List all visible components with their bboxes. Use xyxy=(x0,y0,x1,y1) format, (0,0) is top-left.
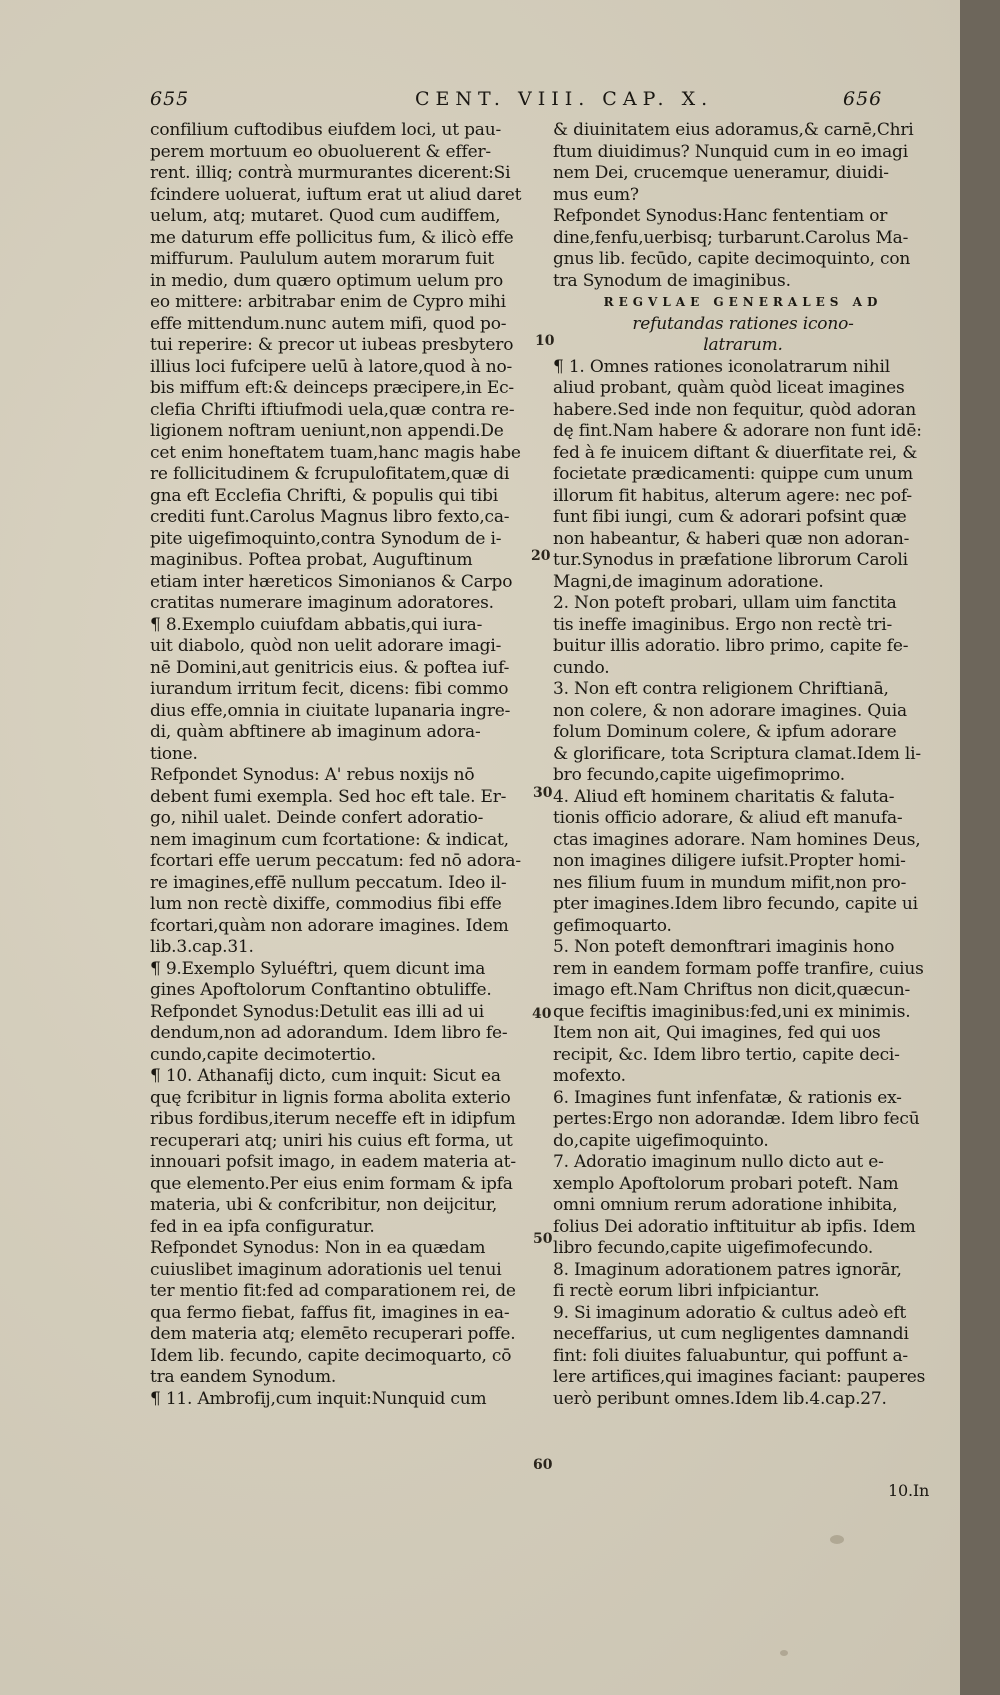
text-line: Refpondet Synodus:Hanc fententiam or xyxy=(553,206,888,226)
text-line: Refpondet Synodus:Detulit eas illi ad ui xyxy=(150,1001,484,1022)
text-line: materia, ubi & confcribitur, non deijcitur, xyxy=(150,1195,498,1215)
text-line: nes filium fuum in mundum mifit,non pro- xyxy=(553,872,907,893)
text-line: cundo,capite decimotertio. xyxy=(150,1044,376,1065)
text-line: uerò peribunt omnes.Idem lib.4.cap.27. xyxy=(553,1388,887,1409)
text-line: confilium cuftodibus eiufdem loci, ut pau- xyxy=(150,120,502,140)
text-line: rem in eandem formam poffe tranfire, cuius xyxy=(553,958,924,979)
page-edge xyxy=(960,0,1000,1695)
text-line: uit diabolo, quòd non uelit adorare imagi- xyxy=(150,636,502,656)
text-line: 9. Si imaginum adoratio & cultus adeò eft xyxy=(553,1302,907,1323)
catchword: 10.In xyxy=(888,1481,930,1500)
text-line: ftum diuidimus? Nunquid cum in eo imagi xyxy=(553,141,908,162)
left-page-number: 655 xyxy=(150,88,190,110)
text-line: recipit, &c. Idem libro tertio, capite deci- xyxy=(553,1044,900,1065)
text-line: dę fint.Nam habere & adorare non funt idē: xyxy=(553,421,922,441)
text-line: nem Dei, crucemque ueneramur, diuidi- xyxy=(553,163,889,183)
text-line: focietate prædicamenti: quippe cum unum xyxy=(553,464,913,484)
line-number-30: 30 xyxy=(533,785,553,801)
text-line: innouari pofsit imago, in eadem materia at- xyxy=(150,1152,516,1172)
text-line: tis ineffe imaginibus. Ergo non rectè tri- xyxy=(553,614,892,635)
text-line: mofexto. xyxy=(553,1066,626,1086)
text-line: gefimoquarto. xyxy=(553,915,672,936)
text-line: uelum, atq; mutaret. Quod cum audiffem, xyxy=(150,206,501,226)
text-line: bro fecundo,capite uigefimoprimo. xyxy=(553,765,845,785)
text-line: & diuinitatem eius adoramus,& carnē,Chri xyxy=(553,120,914,140)
text-line: 7. Adoratio imaginum nullo dicto aut e- xyxy=(553,1152,884,1172)
line-number-10: 10 xyxy=(535,333,555,349)
text-line: ribus fordibus,iterum neceffe eft in idipfum xyxy=(150,1109,516,1129)
text-line: go, nihil ualet. Deinde confert adoratio- xyxy=(150,808,484,828)
text-line: omni omnium rerum adoratione inhibita, xyxy=(553,1195,898,1215)
text-line: maginibus. Poftea probat, Auguftinum xyxy=(150,550,473,570)
text-line: 8. Imaginum adorationem patres ignorār, xyxy=(553,1259,902,1280)
text-line: imago eft.Nam Chriftus non dicit,quæcun- xyxy=(553,980,911,1000)
text-line: cet enim honeftatem tuam,hanc magis habe xyxy=(150,442,521,463)
text-line: pertes:Ergo non adorandæ. Idem libro fecū xyxy=(553,1109,920,1129)
text-line: perem mortuum eo obuoluerent & effer- xyxy=(150,141,491,162)
text-line: Idem lib. fecundo, capite decimoquarto, cō xyxy=(150,1345,512,1366)
line-number-50: 50 xyxy=(533,1231,553,1247)
text-line: tui reperire: & precor ut iubeas presbytero xyxy=(150,335,514,355)
running-header xyxy=(150,88,975,116)
text-line: pite uigefimoquinto,contra Synodum de i- xyxy=(150,528,502,549)
text-line: recuperari atq; uniri his cuius eft forma, ut xyxy=(150,1130,513,1151)
text-line: lum non rectè dixiffe, commodius fibi effe xyxy=(150,894,502,914)
ink-blot xyxy=(830,1535,844,1544)
text-line: nē Domini,aut genitricis eius. & poftea iuf- xyxy=(150,657,510,678)
text-line: fi rectè eorum libri infpiciantur. xyxy=(553,1281,820,1301)
left-text-column xyxy=(150,120,532,1410)
line-number-40: 40 xyxy=(532,1006,552,1022)
text-line: dine,fenfu,uerbisq; turbarunt.Carolus Ma- xyxy=(553,227,909,248)
text-line: dendum,non ad adorandum. Idem libro fe- xyxy=(150,1023,508,1043)
text-line: re imagines,effē nullum peccatum. Ideo il- xyxy=(150,872,507,893)
text-line: tra eandem Synodum. xyxy=(150,1367,337,1387)
text-line: 6. Imagines funt infenfatæ, & rationis ex- xyxy=(553,1087,902,1108)
text-line: ¶ 1. Omnes rationes iconolatrarum nihil xyxy=(553,356,890,377)
text-line: me daturum effe pollicitus fum, & ilicò effe xyxy=(150,227,514,248)
text-line: fcindere uoluerat, iuftum erat ut aliud daret xyxy=(150,184,522,205)
line-number-60: 60 xyxy=(533,1457,553,1473)
text-line: & glorificare, tota Scriptura clamat.Idem li- xyxy=(553,743,921,764)
text-line: fcortari,quàm non adorare imagines. Idem xyxy=(150,915,509,936)
text-line: Item non ait, Qui imagines, fed qui uos xyxy=(553,1023,881,1043)
text-line: fed in ea ipfa configuratur. xyxy=(150,1216,375,1237)
text-line: lere artifices,qui imagines faciant: pauperes xyxy=(553,1367,926,1387)
text-line: funt fibi iungi, cum & adorari pofsint quæ xyxy=(553,507,907,527)
text-line: que feciftis imaginibus:fed,uni ex minimis. xyxy=(553,1001,911,1022)
text-line: ter mentio fit:fed ad comparationem rei, de xyxy=(150,1281,516,1301)
text-line: etiam inter hæreticos Simonianos & Carpo xyxy=(150,571,513,592)
text-line: tur.Synodus in præfatione librorum Caroli xyxy=(553,550,908,570)
running-title: CENT. VIII. CAP. X. xyxy=(415,88,714,110)
text-line: aliud probant, quàm quòd liceat imagines xyxy=(553,378,905,398)
text-line: pter imagines.Idem libro fecundo, capite ui xyxy=(553,894,918,914)
ink-blot xyxy=(780,1650,788,1656)
text-line: di, quàm abftinere ab imaginum adora- xyxy=(150,722,481,742)
text-line: non habeantur, & haberi quæ non adoran- xyxy=(553,528,910,549)
text-line: fcortari effe uerum peccatum: fed nō adora- xyxy=(150,851,521,871)
text-line: buitur illis adoratio. libro primo, capite fe- xyxy=(553,636,909,656)
text-line: ligionem noftram ueniunt,non appendi.De xyxy=(150,421,504,441)
text-line: clefia Chrifti iftiufmodi uela,quæ contra re- xyxy=(150,399,515,420)
text-line: do,capite uigefimoquinto. xyxy=(553,1130,769,1151)
text-line: illius loci fufcipere uelū à latore,quod à no- xyxy=(150,356,513,377)
text-line: in medio, dum quæro optimum uelum pro xyxy=(150,270,504,291)
text-line: neceffarius, ut cum negligentes damnandi xyxy=(553,1324,909,1344)
text-line: tione. xyxy=(150,743,198,764)
text-line: folum Dominum colere, & ipfum adorare xyxy=(553,722,897,742)
text-line: REGVLAE GENERALES AD xyxy=(603,295,883,309)
text-line: illorum fit habitus, alterum agere: nec pof- xyxy=(553,485,912,506)
text-line: ¶ 9.Exemplo Syluéftri, quem dicunt ima xyxy=(150,958,486,979)
text-line: 5. Non poteft demonftrari imaginis hono xyxy=(553,937,895,957)
text-line: latrarum. xyxy=(703,335,783,355)
text-line: ¶ 8.Exemplo cuiufdam abbatis,qui iura- xyxy=(150,614,483,635)
text-line: Magni,de imaginum adoratione. xyxy=(553,571,824,592)
text-line: gna eft Ecclefia Chrifti, & populis qui tibi xyxy=(150,485,499,506)
text-line: fed à fe inuicem diftant & diuerfitate rei, & xyxy=(553,442,918,463)
text-line: nem imaginum cum fcortatione: & indicat, xyxy=(150,829,509,850)
text-line: 4. Aliud eft hominem charitatis & faluta- xyxy=(553,786,895,807)
right-page-number: 656 xyxy=(843,88,883,110)
text-line: dius effe,omnia in ciuitate lupanaria ingre- xyxy=(150,700,511,721)
text-line: rent. illiq; contrà murmurantes dicerent:Si xyxy=(150,163,511,183)
text-line: iurandum irritum fecit, dicens: fibi commo xyxy=(150,679,509,699)
text-line: eo mittere: arbitrabar enim de Cypro mihi xyxy=(150,292,506,312)
text-line: cundo. xyxy=(553,657,610,678)
right-text-column xyxy=(553,120,933,1410)
text-line: 3. Non eft contra religionem Chriftianā, xyxy=(553,679,889,699)
text-line: que elemento.Per eius enim formam & ipfa xyxy=(150,1173,513,1194)
text-line: quę fcribitur in lignis forma abolita exterio xyxy=(150,1087,511,1108)
text-line: xemplo Apoftolorum probari poteft. Nam xyxy=(553,1173,899,1194)
text-line: dem materia atq; elemēto recuperari poffe. xyxy=(150,1324,516,1344)
text-line: non imagines diligere iufsit.Propter homi- xyxy=(553,851,906,871)
text-line: non colere, & non adorare imagines. Quia xyxy=(553,700,907,721)
text-line: crediti funt.Carolus Magnus libro fexto,ca- xyxy=(150,507,510,527)
text-line: libro fecundo,capite uigefimofecundo. xyxy=(553,1238,874,1258)
text-line: Refpondet Synodus: Non in ea quædam xyxy=(150,1238,486,1258)
text-line: re follicitudinem & fcrupulofitatem,quæ di xyxy=(150,464,510,484)
text-line: 2. Non poteft probari, ullam uim fanctita xyxy=(553,593,897,613)
text-line: tionis officio adorare, & aliud eft manufa- xyxy=(553,808,903,828)
text-line: ¶ 10. Athanafij dicto, cum inquit: Sicut ea xyxy=(150,1066,501,1086)
text-line: ¶ 11. Ambrofij,cum inquit:Nunquid cum xyxy=(150,1388,487,1409)
text-line: folius Dei adoratio inftituitur ab ipfis. Idem xyxy=(553,1216,916,1237)
text-line: bis miffum eft:& deinceps præcipere,in Ec- xyxy=(150,378,514,398)
text-line: miffurum. Paululum autem morarum fuit xyxy=(150,249,494,269)
text-line: lib.3.cap.31. xyxy=(150,937,254,957)
text-line: refutandas rationes icono- xyxy=(632,313,854,334)
text-line: fint: foli diuites faluabuntur, qui poffunt a- xyxy=(553,1345,908,1366)
text-line: ctas imagines adorare. Nam homines Deus, xyxy=(553,829,921,850)
text-line: gnus lib. fecūdo, capite decimoquinto, con xyxy=(553,249,911,269)
line-number-20: 20 xyxy=(531,548,551,564)
text-line: Refpondet Synodus: A' rebus noxijs nō xyxy=(150,765,475,785)
text-line: qua fermo fiebat, faffus fit, imagines in ea- xyxy=(150,1302,510,1323)
text-line: gines Apoftolorum Conftantino obtuliffe. xyxy=(150,980,492,1000)
text-line: mus eum? xyxy=(553,184,639,205)
text-line: cuiuslibet imaginum adorationis uel tenui xyxy=(150,1259,502,1280)
text-line: debent fumi exempla. Sed hoc eft tale. Er- xyxy=(150,786,507,807)
text-line: effe mittendum.nunc autem mifi, quod po- xyxy=(150,313,507,334)
text-line: cratitas numerare imaginum adoratores. xyxy=(150,593,494,613)
text-line: habere.Sed inde non fequitur, quòd adoran xyxy=(553,399,916,420)
text-line: tra Synodum de imaginibus. xyxy=(553,270,791,291)
